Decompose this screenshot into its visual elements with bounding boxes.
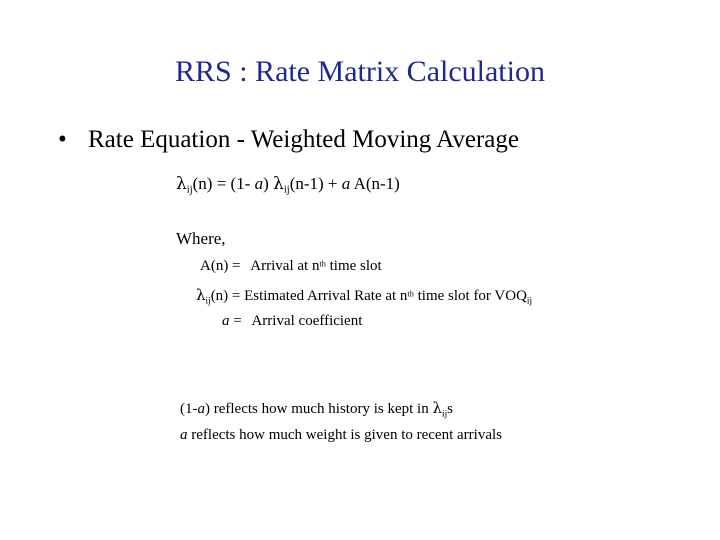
alpha-symbol: a [197,401,205,417]
note-text: s [447,401,453,417]
subscript-ij: ij [441,409,448,420]
note-text: (1- [180,401,198,417]
subscript-ij: ij [186,184,193,196]
bullet-dot-icon: • [58,126,67,153]
note-weight [180,427,502,444]
note-history [180,399,453,419]
note-text: ) reflects how much history is kept in [205,401,433,417]
subscript-ij: ij [283,184,290,196]
alpha-symbol: a [180,427,188,443]
definition-term: (n) = [210,288,245,304]
lambda-symbol: λ [176,174,187,194]
equation-part: A(n-1) [350,174,400,193]
bullet-text: Rate Equation - Weighted Moving Average [88,126,519,153]
definition-term: A(n) [200,258,229,274]
definition-text: time slot [325,258,382,274]
superscript-th: th [407,289,414,299]
equation-part: (n-1) + [289,174,342,193]
definition-text: time slot for VOQ [413,288,527,304]
where-label: Where, [176,229,226,248]
alpha-symbol: a [222,313,230,329]
lambda-symbol: λ [196,286,206,304]
slide-title: RRS : Rate Matrix Calculation [175,55,545,88]
definition-text: Estimated Arrival Rate at n [244,288,408,304]
equals-sign: = [228,258,245,274]
definition-rate [196,286,532,306]
subscript-ij: ij [526,296,533,307]
definition-text: Arrival at n [250,258,320,274]
alpha-symbol: a [341,174,351,193]
bullet-item [58,126,519,154]
alpha-symbol: a [254,174,264,193]
equation-part: ) [263,174,274,193]
equals-sign: = [229,313,246,329]
subscript-ij: ij [205,296,211,307]
rate-equation [176,174,400,196]
definition-coefficient [222,313,362,330]
lambda-symbol: λ [432,399,442,417]
definition-text: Arrival coefficient [251,313,363,329]
superscript-th: th [319,259,326,269]
note-text: reflects how much weight is given to recent arrivals [187,427,502,443]
equation-part: (n) = (1- [192,174,255,193]
definition-arrival [200,258,382,275]
lambda-symbol: λ [273,174,284,194]
